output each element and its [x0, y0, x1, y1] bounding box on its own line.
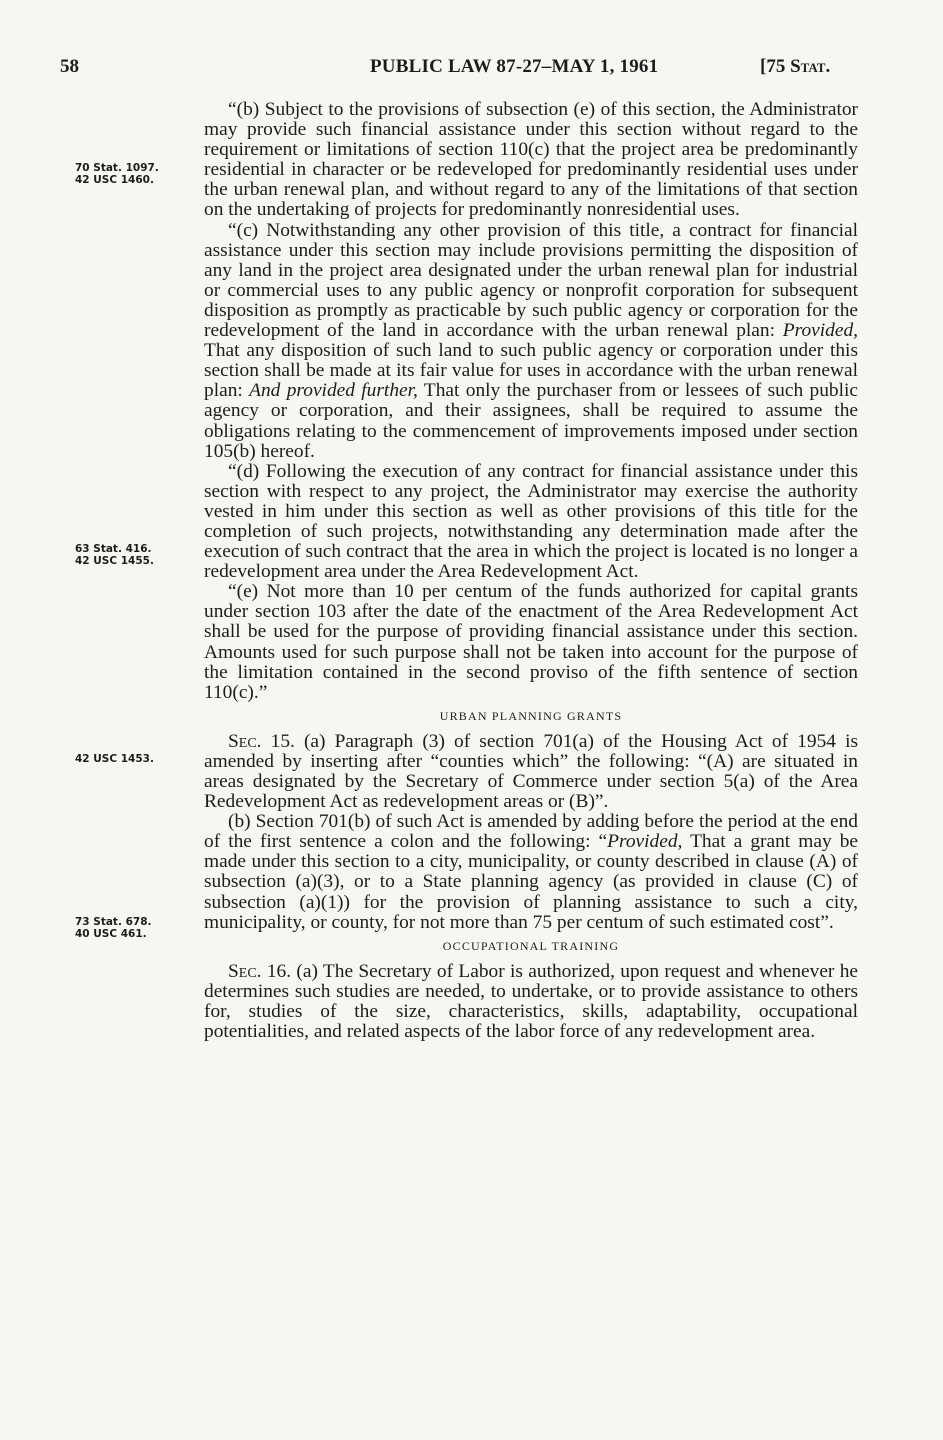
running-title: PUBLIC LAW 87-27–MAY 1, 1961	[370, 56, 659, 77]
margin-citation-line: 42 USC 1460.	[75, 174, 154, 186]
section-label: Sec. 15.	[228, 730, 295, 752]
paragraph-c-part: That any disposition of such land to such public agency or corporation under this section shall be made at its fair value for uses in accordance with the urban renewal plan:	[204, 340, 858, 402]
section-15-a-text: (a) Paragraph (3) of section 701(a) of the Housing Act of 1954 is amended by inserting after “counties which” the following: “(A) are situated in areas designated by the Secretary of Commerce under section 5(a) of the Area Redevelopment Act as redevelopment areas or (B)”.	[204, 730, 859, 813]
margin-citation-3	[75, 753, 195, 765]
paragraph-e: “(e) Not more than 10 per centum of the funds authorized for capital grants under section 103 after the date of the enactment of the Area Redevelopment Act shall be used for the purpose of providing financial assistance under this section. Amounts used for such purpose shall not be taken into account for the purpose of the limitation contained in the second proviso of the fifth sentence of section 110(c).”	[204, 581, 858, 703]
page-header	[0, 56, 943, 86]
section-15-b-part: That a grant may be made under this section to a city, municipality, or county described in clause (A) of subsection (a)(3), or to a State planning agency (as provided in clause (C) of subsection (a)(1)) for the provision of planning assistance to such a city, municipality, or county, for not more than 75 per centum of such estimated cost”.	[204, 831, 858, 933]
margin-citation-line: 73 Stat. 678.	[75, 916, 152, 928]
margin-citation-line: 70 Stat. 1097.	[75, 162, 159, 174]
heading-occupational-training: OCCUPATIONAL TRAINING	[442, 938, 620, 953]
provided-italic: Provided,	[782, 320, 858, 342]
section-15-b-part: (b) Section 701(b) of such Act is amended by adding before the period at the end of the first sentence a colon and the following: “	[204, 811, 858, 853]
paragraph-d: “(d) Following the execution of any contract for financial assistance under this section with respect to any project, the Administrator may exercise the authority vested in him under this section as well as other provisions of this title for the completion of such projects, notwithstanding any determination made after the execution of such contract that the area in which the project is located is no longer a redevelopment area under the Area Redevelopment Act.	[204, 460, 858, 583]
paragraph-c-part: That only the purchaser from or lessees of such public agency or corporation, and their assignees, shall be required to assume the obligations relating to the commencement of improvements imposed under section 105(b) hereof.	[204, 380, 858, 462]
volume-bracket: [75	[760, 56, 791, 77]
section-16-a-text: (a) The Secretary of Labor is authorized, upon request and whenever he determines such studies are needed, to undertake, or to provide assistance to others for, studies of the size, characteristics, skills, adaptability, occupational potentialities, and related aspects of the labor force of any redevelopment area.	[204, 960, 859, 1043]
section-15-b	[204, 812, 858, 933]
volume-reference	[760, 56, 830, 78]
margin-citation-line: 40 USC 461.	[75, 928, 147, 940]
paragraph-c-part: “(c) Notwithstanding any other provision of this title, a contract for financial assistance under this section may include provisions permitting the disposition of any land in the project area designated under the urban renewal plan for industrial or commercial uses to any public agency or nonprofit corporation for subsequent disposition as promptly as practicable by such public agency or corporation for the redevelopment of the land in accordance with the urban renewal plan:	[204, 219, 858, 342]
section-label: Sec. 16.	[228, 960, 292, 982]
section-16-a	[204, 962, 858, 1042]
provided-italic: Provided,	[607, 831, 683, 853]
section-15-a	[204, 732, 858, 812]
heading-urban-planning-grants: URBAN PLANNING GRANTS	[439, 708, 623, 723]
page-number: 58	[60, 56, 79, 77]
margin-citation-line: 42 USC 1455.	[75, 555, 154, 567]
paragraph-c	[204, 221, 858, 462]
margin-citation-2	[75, 543, 195, 567]
volume-stat: Stat.	[790, 56, 831, 77]
provided-further-italic: And provided further,	[249, 380, 418, 402]
body-text	[204, 100, 858, 1042]
margin-citation-line: 42 USC 1453.	[75, 753, 154, 765]
margin-citation-line: 63 Stat. 416.	[75, 543, 152, 555]
margin-citation-4	[75, 916, 195, 940]
paragraph-b: “(b) Subject to the provisions of subsection (e) of this section, the Administrator may provide such financial assistance under this section without regard to the requirement or limitations of section 110(c) that the project area be predominantly residential in character or be redeveloped for predominantly residential uses under the urban renewal plan, and without regard to any of the limitations of that section on the undertaking of projects for predominantly nonresidential uses.	[204, 99, 858, 221]
margin-citation-1	[75, 162, 195, 186]
